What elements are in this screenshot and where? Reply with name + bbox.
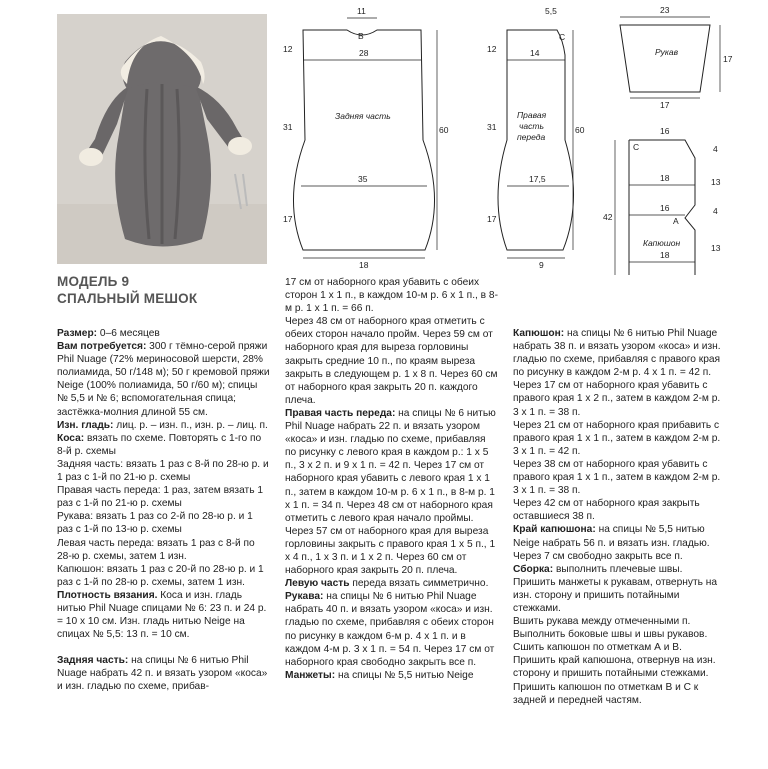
front-letter: C: [559, 32, 566, 42]
front-height-side: 12: [487, 44, 497, 54]
paragraph: [513, 563, 727, 576]
paragraph-text: 300 г тёмно-серой пряжи Phil Nuage (72% мериносовой шерсти, 28% полиамида, 50 г/148 м); 50 г кремовой пряжи Neige (100% полиамида, 50 г/60 м); спицы № 5,5 и № 6; вспомогательная спица; застёжка-молния длиной 55 см.: [57, 341, 270, 418]
paragraph: [57, 484, 271, 510]
hood-r1: 4: [713, 144, 718, 154]
sleeve-top: 23: [660, 5, 670, 15]
paragraph: [285, 669, 498, 682]
paragraph-text: на спицы № 6 нитью Phil Nuage набрать 42 п. и вязать узором «коса» и изн. гладью по схеме, прибав-: [57, 655, 268, 693]
paragraph: [513, 576, 727, 615]
paragraph: [513, 681, 727, 707]
back-bottom: 18: [359, 260, 369, 270]
paragraph-text: вязать по схеме. Повторять с 1-го по 8-й р. схемы: [57, 432, 262, 457]
back-label: Задняя часть: [335, 111, 391, 121]
paragraph-text: Правая часть переда: 1 раз, затем вязать 1 раз с 1-й по 21-ю р. схемы: [57, 485, 264, 510]
paragraph: [57, 419, 271, 432]
instructions-column-2: [285, 276, 498, 682]
paragraph-text: лиц. р. – изн. п., изн. р. – лиц. п.: [113, 419, 268, 431]
front-label-3: переда: [517, 132, 546, 142]
paragraph: [513, 654, 727, 680]
back-total-height: 60: [439, 125, 449, 135]
paragraph: [513, 497, 727, 523]
back-side-mid: 31: [283, 122, 293, 132]
paragraph: [513, 327, 727, 379]
hood-letter-c: C: [633, 142, 640, 152]
paragraph-label: Задняя часть:: [57, 655, 129, 667]
model-name: СПАЛЬНЫЙ МЕШОК: [57, 291, 198, 306]
paragraph-text: Рукава: вязать 1 раз со 2-й по 28-ю р. и 1 раз с 1-й по 13-ю р. схемы: [57, 511, 253, 536]
paragraph: [57, 563, 271, 589]
paragraph-text: выполнить плечевые швы.: [553, 563, 683, 575]
paragraph: [57, 458, 271, 484]
back-height-side: 12: [283, 44, 293, 54]
paragraph-text: Вшить рукава между отмеченными п. Выполнить боковые швы и швы рукавов.: [513, 616, 708, 641]
paragraph: [513, 641, 727, 654]
paragraph-text: Через 17 см от наборного края убавить с правого края 1 х 2 п., затем в каждом 2-м р. 3 х 1 п. = 38 п.: [513, 380, 721, 418]
sleeve-label: Рукав: [655, 47, 679, 57]
paragraph-text: Левая часть переда: вязать 1 раз с 8-й по 28-ю р. схемы, затем 1 изн.: [57, 537, 255, 562]
paragraph: [57, 432, 271, 458]
paragraph-label: Правая часть переда:: [285, 407, 396, 419]
paragraph: [285, 590, 498, 669]
back-piece-schematic: [283, 6, 449, 270]
hood-w4: 18: [660, 250, 670, 260]
paragraph-label: Плотность вязания.: [57, 589, 158, 601]
hood-label: Капюшон: [643, 238, 681, 248]
hood-r3: 4: [713, 206, 718, 216]
sleeve-schematic: [620, 5, 733, 110]
paragraph: [513, 615, 727, 641]
pattern-schematics: [275, 0, 745, 275]
sleeve-height: 17: [723, 54, 733, 64]
paragraph: [57, 589, 271, 641]
paragraph-label: Изн. гладь:: [57, 419, 114, 431]
paragraph: [285, 407, 498, 577]
product-photo: [57, 14, 267, 264]
sleeve-bottom: 17: [660, 100, 670, 110]
hood-w3: 16: [660, 203, 670, 213]
paragraph-text: Сшить капюшон по отметкам А и В.: [513, 642, 682, 654]
back-width-mid: 35: [358, 174, 368, 184]
hood-letter-a: A: [673, 216, 679, 226]
paragraph-text: Коса и изн. гладь нитью Phil Nuage спицами № 6: 23 п. и 24 р. = 10 x 10 см. Изн. гладь нитью Neige на спицах № 5,5: 13 п. = 10 см.: [57, 589, 267, 641]
paragraph-label: Левую часть: [285, 578, 350, 590]
front-bottom: 9: [539, 260, 544, 270]
front-total-height: 60: [575, 125, 585, 135]
back-top-dim: 11: [357, 6, 366, 16]
paragraph: [285, 276, 498, 315]
paragraph-text: Задняя часть: вязать 1 раз с 8-й по 28-ю р. и 1 раз с 1-й по 21-ю р. схемы: [57, 458, 269, 484]
paragraph-label: Размер:: [57, 328, 98, 339]
paragraph: [57, 327, 271, 340]
paragraph-text: переда вязать симметрично.: [349, 578, 489, 590]
paragraph-label: Вам потребуется:: [57, 341, 147, 353]
paragraph-text: Капюшон: вязать 1 раз с 20-й по 28-ю р. и 1 раз с 1-й по 28-ю р. схемы, затем 1 изн.: [57, 563, 264, 588]
paragraph: [513, 419, 727, 458]
sleeping-bag-illustration: [57, 14, 267, 264]
paragraph-text: на спицы № 6 нитью Phil Nuage набрать 22 п. и вязать узором «коса» и изн. гладью по схеме, прибавляя по рисунку с левого края в каждом р.: 1 х 5 п., 3 х 2 п. и 9 х 1 п. = 42 п. Через 17 см от наборного края убавить с левого края 1 х 1 п., затем в каждом 10-м р. 6 х 1 п., в 8-м р. 1 х 1 п. = 34 п. Через 48 см от наборного края отметить с левого края начало проймы. Через 57 см от наборного края для выреза горловины закрыть с правого края 1 х 5 п., 1 х 4 п., 1 х 3 п. и 1 х 2 п. Через 60 см от наборного края закрыть 20 п. плеча.: [285, 407, 496, 577]
instructions-column-3: [513, 327, 727, 707]
hood-r4: 13: [711, 243, 721, 253]
model-title: [57, 273, 197, 307]
paragraph-text: Пришить край капюшона, отвернув на изн. сторону и пришить потайными стежками.: [513, 655, 716, 680]
front-side-low: 17: [487, 214, 497, 224]
paragraph: [513, 458, 727, 497]
paragraph: [285, 315, 498, 407]
paragraph-text: на спицы № 6 нитью Phil Nuage набрать 38 п. и вязать узором «коса» и изн. гладью по схеме, прибавляя с правого края по рисунку в каждом 2-м р. 4 х 1 п. = 42 п.: [513, 328, 721, 379]
paragraph: [57, 654, 271, 693]
paragraph-label: Рукава:: [285, 591, 324, 603]
front-width-top: 14: [530, 48, 540, 58]
front-width-mid: 17,5: [529, 174, 546, 184]
hood-w1: 16: [660, 126, 670, 136]
front-piece-schematic: [487, 6, 585, 270]
paragraph-text: Через 38 см от наборного края убавить с правого края 1 х 1 п., затем в каждом 2-м р. 3 х 1 п. = 38 п.: [513, 458, 721, 497]
paragraph-label: Манжеты:: [285, 669, 336, 681]
back-side-low: 17: [283, 214, 293, 224]
paragraph: [285, 577, 498, 590]
paragraph: [513, 523, 727, 562]
paragraph-text: Пришить капюшон по отметкам В и С к задней и передней частям.: [513, 681, 699, 706]
paragraph: [513, 379, 727, 418]
paragraph-label: Капюшон:: [513, 328, 565, 339]
paragraph-label: Сборка:: [513, 563, 554, 575]
front-label-1: Правая: [517, 110, 547, 120]
paragraph-text: 0–6 месяцев: [97, 328, 160, 339]
paragraph-text: на спицы № 5,5 нитью Neige: [335, 669, 474, 681]
paragraph-text: Через 48 см от наборного края отметить с обеих сторон начало пройм. Через 59 см от наборного края для выреза горловины закрыть средние 10 п., по краям выреза закрыть в следующем р. 1 х 8 п. Через 60 см от наборного края закрыть 20 п. каждого плеча.: [285, 316, 498, 406]
paragraph-label: Коса:: [57, 432, 85, 444]
model-number: МОДЕЛЬ 9: [57, 274, 130, 289]
paragraph-text: Через 42 см от наборного края закрыть оставшиеся 38 п.: [513, 498, 700, 523]
paragraph-text: 17 см от наборного края убавить с обеих сторон 1 х 1 п., в каждом 10-м р. 6 х 1 п., в 8-м р. 1 х 1 п. = 66 п.: [285, 277, 498, 315]
paragraph-label: Край капюшона:: [513, 524, 596, 536]
front-label-2: часть: [519, 121, 544, 131]
paragraph: [57, 340, 271, 419]
hood-schematic: [603, 126, 721, 275]
front-top-dim: 5,5: [545, 6, 557, 16]
hood-total-height: 42: [603, 212, 613, 222]
back-neck-letter: B: [358, 31, 364, 41]
paragraph-text: на спицы № 5,5 нитью Neige набрать 56 п. и вязать изн. гладью. Через 7 см свободно закрыть все п.: [513, 524, 710, 562]
paragraph: [57, 537, 271, 563]
front-side-mid: 31: [487, 122, 497, 132]
instructions-column-1: [57, 327, 271, 694]
paragraph-text: Пришить манжеты к рукавам, отвернуть на изн. сторону и пришить потайными стежками.: [513, 576, 718, 614]
paragraph: [57, 510, 271, 536]
back-width-top: 28: [359, 48, 369, 58]
hood-r2: 13: [711, 177, 721, 187]
paragraph-text: на спицы № 6 нитью Phil Nuage набрать 40 п. и вязать узором «коса» и изн. гладью по схеме, прибавляя с обеих сторон по рисунку в каждом 6-м р. 4 х 1 п. и в каждом 4-м р. 3 х 1 п. = 54 п. Через 17 см от наборного края свободно закрыть все п.: [285, 591, 495, 668]
paragraph-text: Через 21 см от наборного края прибавить с правого края 1 х 1 п., затем в каждом 2-м р. 3 х 1 п. = 42 п.: [513, 419, 721, 457]
hood-w2: 18: [660, 173, 670, 183]
